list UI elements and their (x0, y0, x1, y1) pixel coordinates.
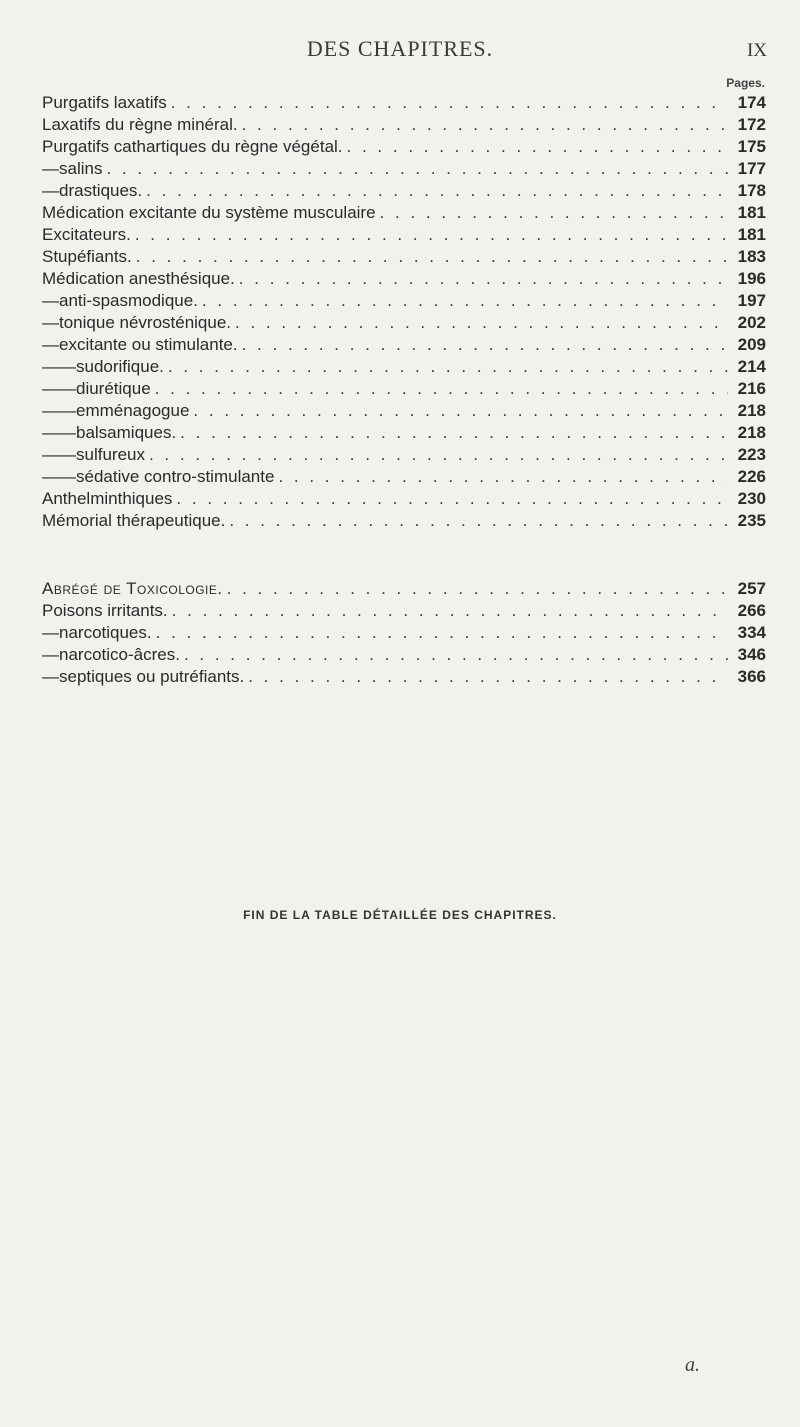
toc-entry-label: Médication excitante du système musculaire (42, 203, 376, 222)
toc-entry (42, 136, 766, 158)
dot-leader (193, 400, 728, 422)
toc-entry-page: 218 (737, 401, 766, 420)
ditto-dash: — (42, 401, 59, 420)
toc-entry (42, 158, 766, 180)
toc-entry (42, 622, 766, 644)
toc-entry-label: Anthelminthiques (42, 489, 173, 508)
dot-leader (171, 92, 728, 114)
dot-leader (156, 622, 728, 644)
ditto-dash: — (59, 423, 76, 442)
dot-leader (278, 466, 728, 488)
toc-entry-page: 174 (737, 93, 766, 112)
running-head: DES CHAPITRES. (306, 36, 494, 61)
toc-entry-page: 202 (737, 313, 766, 332)
dot-leader (149, 444, 728, 466)
toc-entry (42, 202, 766, 224)
toc-entry (42, 666, 766, 688)
ditto-dash: — (42, 445, 59, 464)
toc-entry-label: Médication anesthésique. (42, 269, 235, 288)
dot-leader (242, 334, 728, 356)
toc-entry (42, 510, 766, 532)
toc-entry-page: 209 (737, 335, 766, 354)
toc-entry-page: 178 (737, 181, 766, 200)
toc-entry-page: 218 (737, 423, 766, 442)
toc-entry (42, 488, 766, 510)
ditto-dash: — (42, 357, 59, 376)
dot-leader (155, 378, 728, 400)
toc-entry-label: emménagogue (76, 401, 190, 420)
toc-entry-page: 197 (737, 291, 766, 310)
dot-leader (347, 136, 728, 158)
printer-signature: a. (685, 1354, 700, 1376)
ditto-dash: — (42, 335, 59, 354)
ditto-dash: — (42, 379, 59, 398)
toc-entry-label: Purgatifs cathartiques du règne végétal. (42, 137, 343, 156)
ditto-dash: — (42, 623, 59, 642)
toc-entry-label: narcotiques. (59, 623, 152, 642)
toc-entry-label: Excitateurs. (42, 225, 131, 244)
dot-leader (168, 356, 728, 378)
toc-entry-label: Mémorial thérapeutique. (42, 511, 226, 530)
end-note: FIN DE LA TABLE DÉTAILLÉE DES CHAPITRES. (243, 908, 557, 922)
dot-leader (229, 510, 728, 532)
toc-entry-page: 266 (737, 601, 766, 620)
toc-entry-label: Poisons irritants. (42, 601, 168, 620)
toc-entry-label: tonique névrosténique. (59, 313, 232, 332)
toc-entry-label: sulfureux (76, 445, 145, 464)
ditto-dash: — (42, 181, 59, 200)
toc-entry-label: Stupéfiants. (42, 247, 132, 266)
table-of-contents (42, 92, 766, 532)
toc-entry (42, 334, 766, 356)
toc-entry-label: Abrégé de Toxicologie. (42, 579, 223, 598)
toc-entry (42, 644, 766, 666)
toc-entry (42, 400, 766, 422)
toc-entry-label: excitante ou stimulante. (59, 335, 238, 354)
dot-leader (180, 422, 728, 444)
toc-entry-page: 172 (737, 115, 766, 134)
toc-entry-page: 214 (737, 357, 766, 376)
ditto-dash: — (42, 667, 59, 686)
toc-entry-page: 183 (737, 247, 766, 266)
toc-entry-label: narcotico-âcres. (59, 645, 180, 664)
toc-entry-label: salins (59, 159, 103, 178)
toc-entry (42, 268, 766, 290)
dot-leader (380, 202, 728, 224)
toc-entry (42, 422, 766, 444)
dot-leader (136, 246, 728, 268)
toc-entry (42, 312, 766, 334)
toc-entry-label: anti-spasmodique. (59, 291, 198, 310)
toc-entry (42, 92, 766, 114)
toc-entry-page: 177 (737, 159, 766, 178)
toc-entry-page: 235 (737, 511, 766, 530)
ditto-dash: — (59, 445, 76, 464)
toc-entry-page: 175 (737, 137, 766, 156)
dot-leader (172, 600, 728, 622)
toc-entry-page: 230 (737, 489, 766, 508)
dot-leader (235, 312, 728, 334)
toc-entry-page: 257 (737, 579, 766, 598)
dot-leader (146, 180, 728, 202)
toc-entry-page: 196 (737, 269, 766, 288)
toc-entry-page: 181 (737, 203, 766, 222)
ditto-dash: — (42, 423, 59, 442)
dot-leader (135, 224, 728, 246)
toc-entry-page: 334 (737, 623, 766, 642)
ditto-dash: — (42, 313, 59, 332)
dot-leader (184, 644, 728, 666)
toc-entry-page: 216 (737, 379, 766, 398)
dot-leader (239, 268, 728, 290)
toc-entry (42, 246, 766, 268)
dot-leader (242, 114, 728, 136)
toc-entry-label: sudorifique. (76, 357, 164, 376)
toc-entry (42, 444, 766, 466)
toc-entry (42, 578, 766, 600)
ditto-dash: — (59, 379, 76, 398)
ditto-dash: — (42, 467, 59, 486)
toc-entry (42, 114, 766, 136)
toxicology-contents (42, 578, 766, 688)
toc-entry (42, 356, 766, 378)
ditto-dash: — (59, 357, 76, 376)
toc-entry (42, 466, 766, 488)
toc-entry-page: 366 (737, 667, 766, 686)
toc-entry-label: sédative contro-stimulante (76, 467, 275, 486)
toc-entry-label: Laxatifs du règne minéral. (42, 115, 238, 134)
toc-entry-label: diurétique (76, 379, 151, 398)
pages-column-label: Pages. (726, 76, 765, 90)
page-number: IX (746, 40, 767, 61)
ditto-dash: — (42, 159, 59, 178)
toc-entry (42, 600, 766, 622)
ditto-dash: — (42, 645, 59, 664)
dot-leader (248, 666, 728, 688)
toc-entry-page: 181 (737, 225, 766, 244)
dot-leader (227, 578, 728, 600)
toc-entry-label: drastiques. (59, 181, 143, 200)
dot-leader (202, 290, 728, 312)
toc-entry-page: 346 (737, 645, 766, 664)
toc-entry (42, 224, 766, 246)
toc-entry (42, 378, 766, 400)
ditto-dash: — (59, 401, 76, 420)
dot-leader (106, 158, 728, 180)
toc-entry (42, 180, 766, 202)
toc-entry-label: Purgatifs laxatifs (42, 93, 167, 112)
ditto-dash: — (42, 291, 59, 310)
toc-entry-label: septiques ou putréfiants. (59, 667, 245, 686)
dot-leader (176, 488, 728, 510)
toc-entry-page: 223 (737, 445, 766, 464)
toc-entry (42, 290, 766, 312)
toc-entry-page: 226 (737, 467, 766, 486)
toc-entry-label: balsamiques. (76, 423, 177, 442)
ditto-dash: — (59, 467, 76, 486)
